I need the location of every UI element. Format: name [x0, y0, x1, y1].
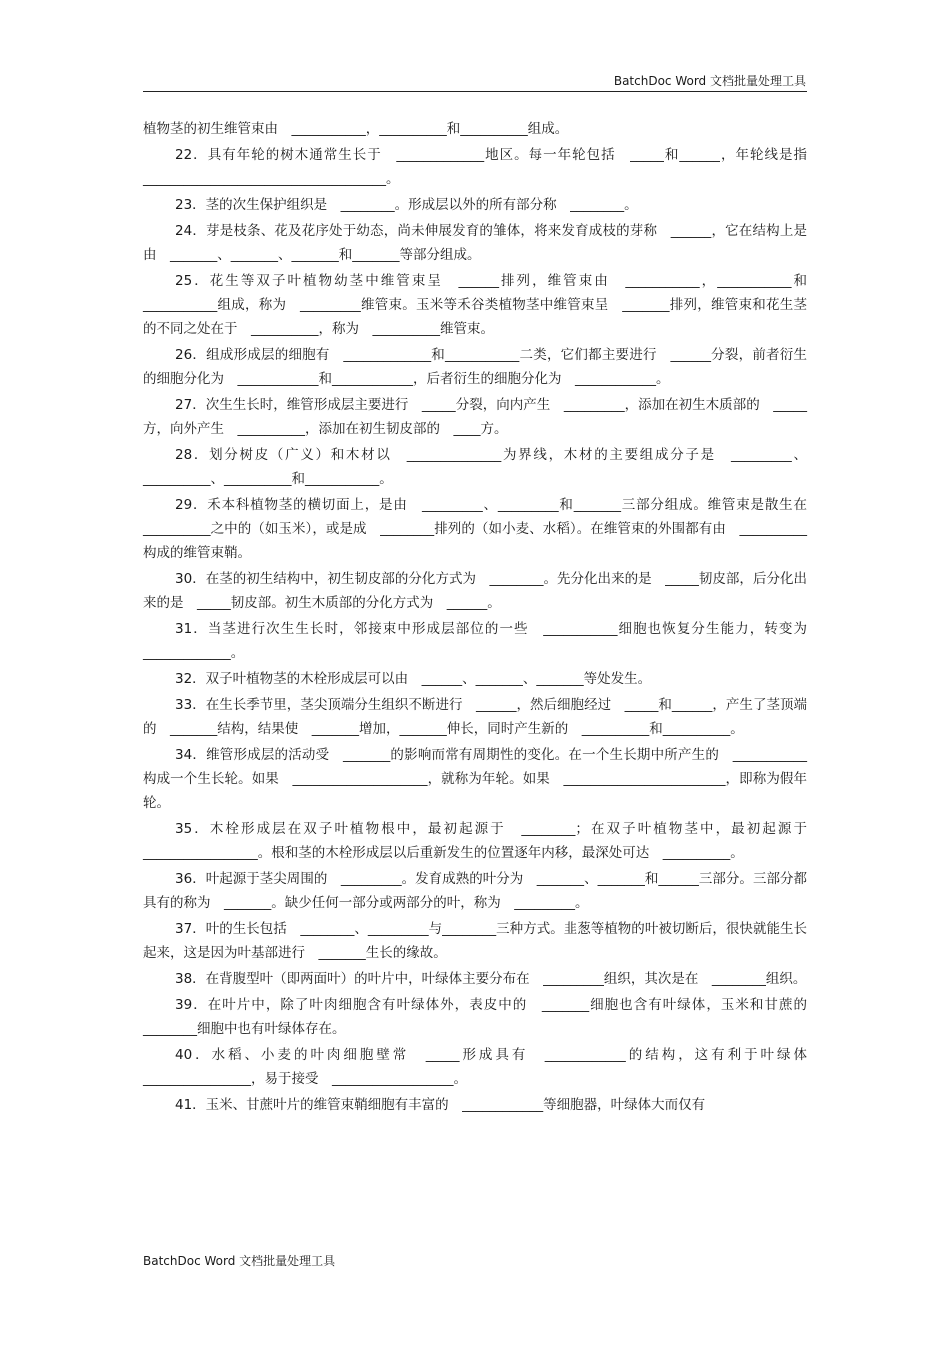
question-22: 22．具有年轮的树木通常生长于 _____________地区。每一年轮包括 _____和______，年轮线是指 ____________________________________。 [143, 147, 821, 187]
question-30: 30．在茎的初生结构中，初生韧皮部的分化方式为 ________。先分化出来的是 _____韧皮部，后分化出来的是 _____韧皮部。初生木质部的分化方式为 ______。 [143, 571, 807, 611]
header-title: BatchDoc Word 文档批量处理工具 [613, 74, 806, 88]
question-33: 33．在生长季节里，茎尖顶端分生组织不断进行 ______，然后细胞经过 _____和______，产生了茎顶端的 _______结构，结果使 _______增加，_______伸长，同时产生新的 __________和__________。 [143, 697, 807, 737]
header-divider [143, 91, 807, 92]
question-39: 39．在叶片中，除了叶肉细胞含有叶绿体外，表皮中的 _______细胞也含有叶绿体，玉米和甘蔗的 ________细胞中也有叶绿体存在。 [143, 997, 821, 1037]
question-24: 24．芽是枝条、花及花序处于幼态，尚未伸展发育的雏体，将来发育成枝的芽称 ______，它在结构上是由 _______、_______、_______和_______等部分组成。 [143, 223, 807, 263]
question-36: 36．叶起源于茎尖周围的 _________。发育成熟的叶分为 _______、_______和______三部分。三部分都具有的称为 _______。缺少任何一部分或两部分的叶，称为 _________。 [143, 871, 807, 911]
question-32: 32．双子叶植物茎的木栓形成层可以由 ______、_______、_______等处发生。 [175, 671, 652, 687]
question-40: 40．水稻、小麦的叶肉细胞壁常 _____形成具有 ____________的结构，这有利于叶绿体 ________________，易于接受 __________________。 [143, 1047, 821, 1087]
question-28: 28．划分树皮（广义）和木材以 ______________为界线，木材的主要组成分子是 _________、__________、__________和___________。 [143, 447, 807, 487]
document-body [143, 117, 821, 1119]
question-35: 35．木栓形成层在双子叶植物根中，最初起源于 ________；在双子叶植物茎中，最初起源于 _________________。根和茎的木栓形成层以后重新发生的位置逐年内移，最深处可达 __________。 [143, 821, 821, 861]
question-41: 41．玉米、甘蔗叶片的维管束鞘细胞有丰富的 ____________等细胞器，叶绿体大而仅有 [175, 1097, 706, 1113]
question-23: 23．茎的次生保护组织是 ________。形成层以外的所有部分称 ________。 [175, 197, 638, 213]
question-31: 31．当茎进行次生生长时，邻接束中形成层部位的一些 ___________细胞也恢复分生能力，转变为 _____________。 [143, 621, 821, 661]
question-29: 29．禾本科植物茎的横切面上，是由 _________、_________和_______三部分组成。维管束是散生在 __________之中的（如玉米），或是成 ________排列的（如小麦、水稻）。在维管束的外围都有由 __________构成的维管束鞘。 [143, 497, 821, 561]
paragraph: 植物茎的初生维管束由 ___________，__________和__________组成。 [143, 121, 569, 137]
question-37: 37．叶的生长包括 ________、_________与________三种方式。韭葱等植物的叶被切断后，很快就能生长起来，这是因为叶基部进行 _______生长的缘故。 [143, 921, 807, 961]
question-34: 34．维管形成层的活动受 _______的影响而常有周期性的变化。在一个生长期中所产生的 ___________构成一个生长轮。如果 ____________________，就称为年轮。如果 ________________________，即称为假年轮。 [143, 747, 807, 811]
question-25: 25．花生等双子叶植物幼茎中维管束呈 ______排列，维管束由 ___________，___________和___________组成，称为 _________维管束。玉米等禾谷类植物茎中维管束呈 _______排列，维管束和花生茎的不同之处在于 __________，称为 __________维管束。 [143, 273, 807, 337]
question-38: 38．在背腹型叶（即两面叶）的叶片中，叶绿体主要分布在 _________组织，其次是在 ________组织。 [175, 971, 807, 987]
page-footer: BatchDoc Word 文档批量处理工具 [143, 1254, 336, 1268]
question-27: 27．次生生长时，维管形成层主要进行 _____分裂，向内产生 _________，添加在初生木质部的 _____方，向外产生 __________，添加在初生韧皮部的 ____方。 [143, 397, 807, 437]
question-26: 26．组成形成层的细胞有 _____________和___________二类，它们都主要进行 ______分裂，前者衍生的细胞分化为 ____________和____________，后者衍生的细胞分化为 ____________。 [143, 347, 807, 387]
